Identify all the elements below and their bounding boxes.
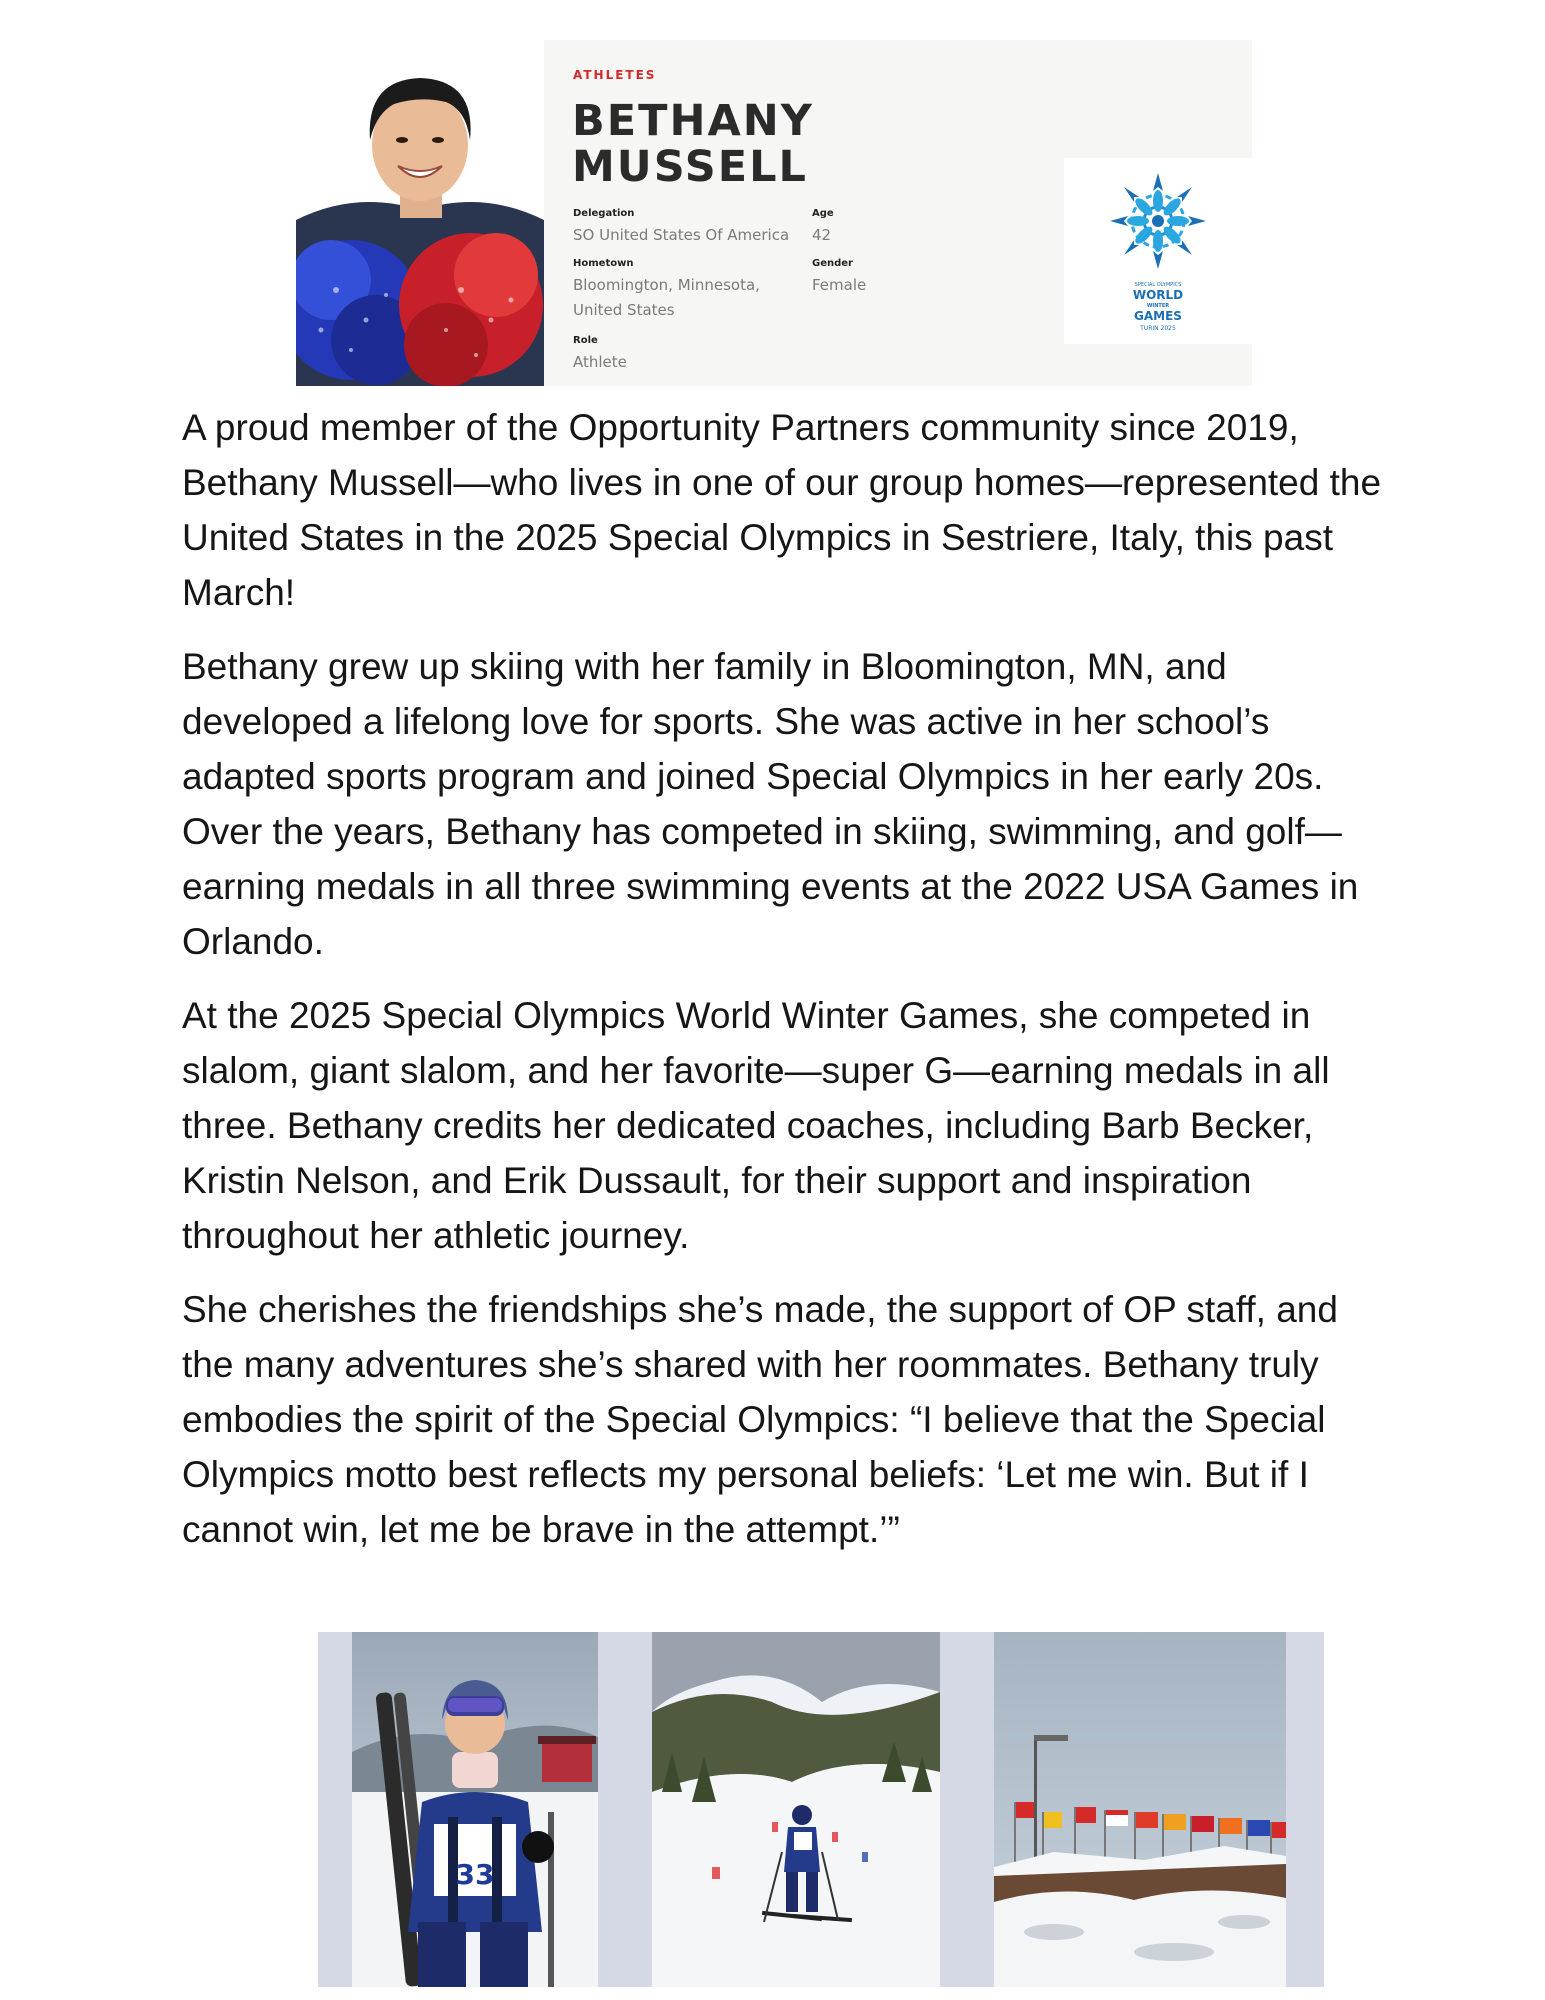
gender-value: Female	[812, 276, 867, 294]
photo-gallery	[318, 1632, 1324, 1987]
age-value: 42	[812, 226, 832, 244]
athlete-first-name: BETHANY	[572, 96, 814, 146]
logo-text-line1: SPECIAL OLYMPICS	[1134, 282, 1182, 288]
article-paragraph-1: A proud member of the Opportunity Partners community since 2019, Bethany Mussell—who lives in one of our group homes—represented the United States in the 2025 Special Olympics in Sestriere, Italy, this past March!	[182, 407, 1382, 613]
flags-village-illustration	[994, 1632, 1286, 1987]
hometown-value-line2: United States	[573, 301, 675, 319]
logo-text-line5: TURIN 2025	[1140, 325, 1176, 332]
logo-text-line2: WORLD	[1132, 288, 1184, 302]
hometown-label: Hometown	[573, 258, 634, 269]
athlete-card	[296, 40, 1252, 386]
athlete-portrait-illustration	[296, 40, 544, 386]
ski-slope-illustration	[652, 1632, 940, 1987]
athlete-portrait	[296, 40, 544, 386]
section-label: ATHLETES	[573, 68, 657, 82]
gallery-photo-flags	[994, 1632, 1286, 1987]
snowflake-logo-icon	[1064, 166, 1252, 276]
article-paragraph-2: Bethany grew up skiing with her family in Bloomington, MN, and developed a lifelong love for sports. She was active in her school’s adapted sports program and joined Special Olympics in her early 20s. Over the years, Bethany has competed in skiing, swimming, and golf—earning medals in all three swimming events at the 2022 USA Games in Orlando.	[182, 646, 1359, 962]
athlete-info	[544, 40, 1252, 386]
hometown-value-line1: Bloomington, Minnesota,	[573, 276, 760, 294]
logo-text-line3: WINTER	[1146, 303, 1170, 309]
delegation-label: Delegation	[573, 208, 635, 219]
gallery-photo-ski-slope	[652, 1632, 940, 1987]
role-label: Role	[573, 335, 598, 346]
athlete-last-name: MUSSELL	[572, 142, 808, 192]
skier-portrait-illustration	[352, 1632, 598, 1987]
world-winter-games-logo	[1064, 158, 1252, 344]
age-label: Age	[812, 208, 834, 219]
athlete-name	[572, 98, 932, 190]
bib-number-text: 33	[455, 1858, 495, 1891]
delegation-value: SO United States Of America	[573, 226, 790, 244]
article-paragraph-3: At the 2025 Special Olympics World Winter Games, she competed in slalom, giant slalom, and her favorite—super G—earning medals in all three. Bethany credits her dedicated coaches, including Barb Becker, Kristin Nelson, and Erik Dussault, for their support and inspiration throughout her athletic journey.	[182, 995, 1330, 1256]
article-paragraph-4: She cherishes the friendships she’s made, the support of OP staff, and the many adventures she’s shared with her roommates. Bethany truly embodies the spirit of the Special Olympics: “I believe that the Special Olympics motto best reflects my personal beliefs: ‘Let me win. But if I cannot win, let me be brave in the attempt.’”	[182, 1289, 1338, 1550]
role-value: Athlete	[573, 353, 627, 371]
gallery-photo-skier-portrait	[352, 1632, 598, 1987]
article-body	[182, 400, 1392, 1576]
gender-label: Gender	[812, 258, 853, 269]
logo-text-line4: GAMES	[1134, 309, 1182, 323]
hometown-value	[573, 273, 760, 323]
